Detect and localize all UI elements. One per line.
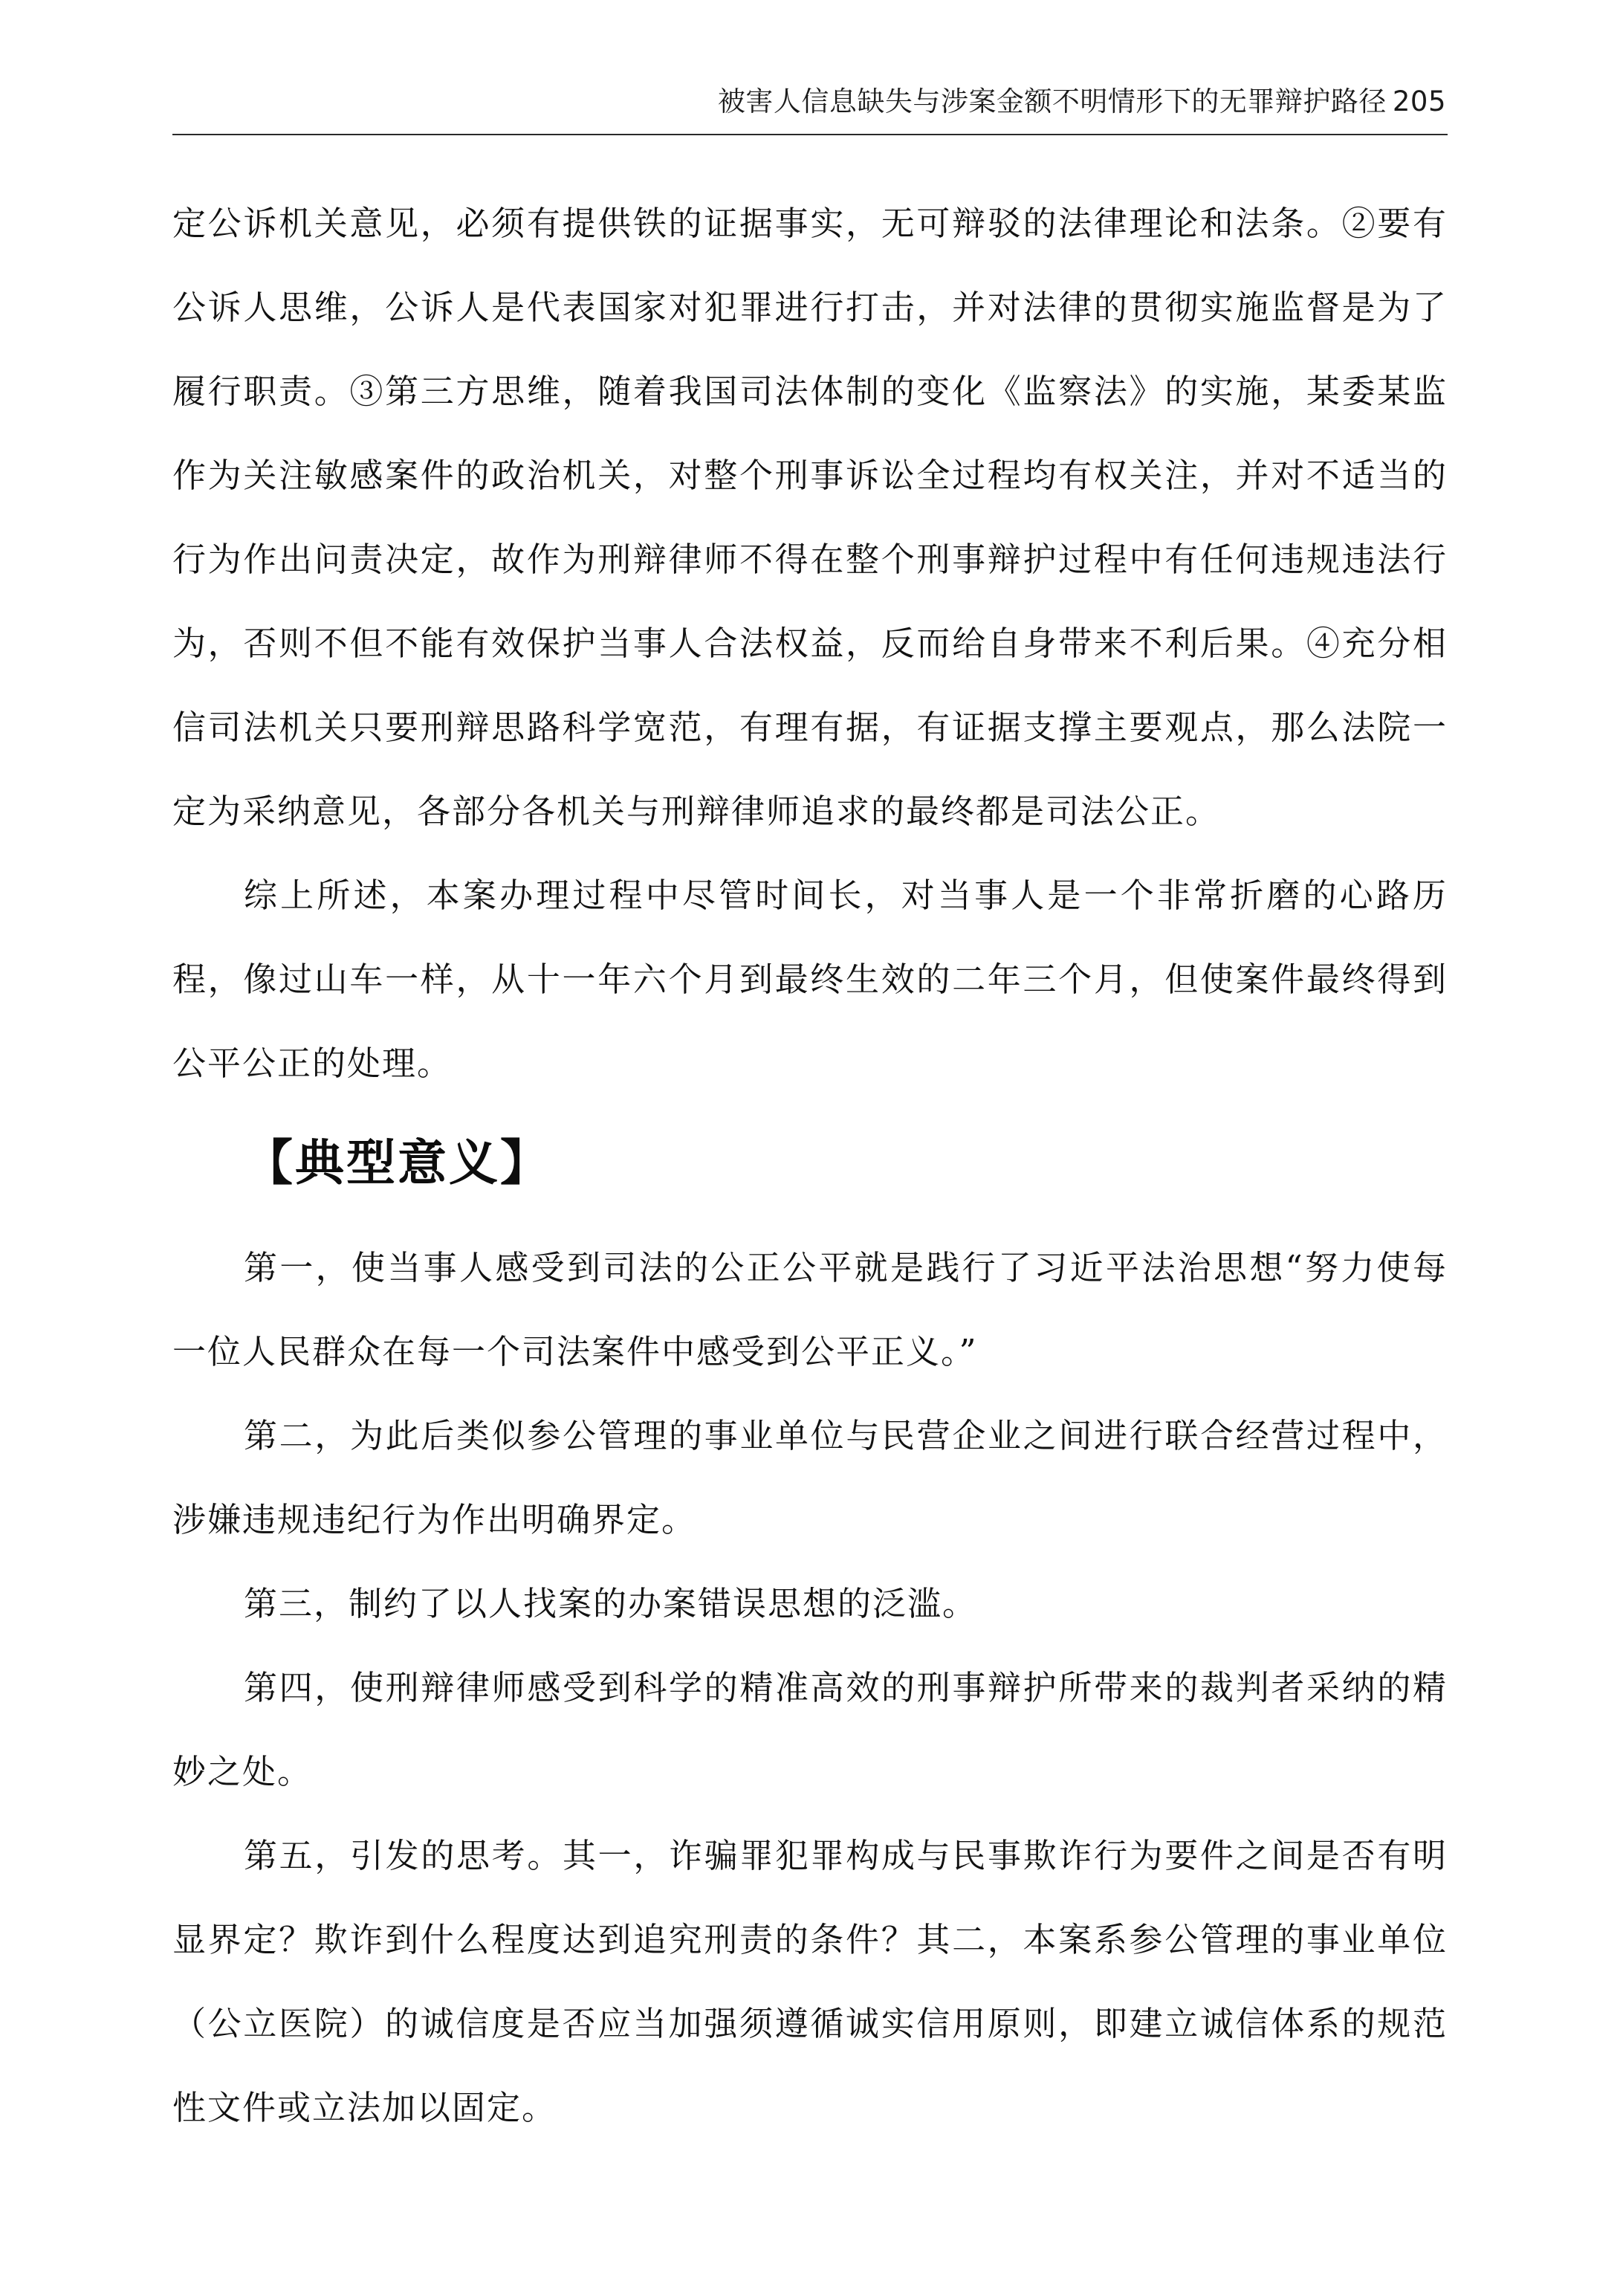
header-divider — [172, 134, 1448, 135]
running-title: 被害人信息缺失与涉案金额不明情形下的无罪辩护路径 — [717, 85, 1387, 117]
page-number: 205 — [1392, 85, 1446, 117]
running-header — [718, 79, 1446, 119]
paragraph-summary: 综上所述，本案办理过程中尽管时间长，对当事人是一个非常折磨的心路历程，像过山车一样，从十一年六个月到最终生效的二年三个月，但使案件最终得到公平公正的处理。 — [172, 876, 1448, 1083]
paragraph-continued: 定公诉机关意见，必须有提供铁的证据事实，无可辩驳的法律理论和法条。②要有公诉人思维，公诉人是代表国家对犯罪进行打击，并对法律的贯彻实施监督是为了履行职责。③第三方思维，随着我国司法体制的变化《监察法》的实施，某委某监作为关注敏感案件的政治机关，对整个刑事诉讼全过程均有权关注，并对不适当的行为作出问责决定，故作为刑辩律师不得在整个刑事辩护过程中有任何违规违法行为，否则不但不能有效保护当事人合法权益，反而给自身带来不利后果。④充分相信司法机关只要刑辩思路科学宽范，有理有据，有证据支撑主要观点，那么法院一定为采纳意见，各部分各机关与刑辩律师追求的最终都是司法公正。 — [172, 204, 1448, 831]
paragraph-point-4: 第四，使刑辩律师感受到科学的精准高效的刑事辩护所带来的裁判者采纳的精妙之处。 — [172, 1668, 1448, 1791]
body-text — [172, 181, 1448, 2150]
section-heading-typical-significance: 【典型意义】 — [244, 1134, 551, 1191]
paragraph-point-2: 第二，为此后类似参公管理的事业单位与民营企业之间进行联合经营过程中，涉嫌违规违纪行为作出明确界定。 — [172, 1416, 1448, 1539]
paragraph-point-5: 第五，引发的思考。其一，诈骗罪犯罪构成与民事欺诈行为要件之间是否有明显界定？欺诈到什么程度达到追究刑责的条件？其二，本案系参公管理的事业单位（公立医院）的诚信度是否应当加强须遵循诚实信用原则，即建立诚信体系的规范性文件或立法加以固定。 — [172, 1836, 1448, 2127]
paragraph-point-3: 第三，制约了以人找案的办案错误思想的泛滥。 — [244, 1584, 978, 1623]
paragraph-point-1: 第一，使当事人感受到司法的公正公平就是践行了习近平法治思想“努力使每一位人民群众在每一个司法案件中感受到公平正义。” — [172, 1248, 1448, 1371]
